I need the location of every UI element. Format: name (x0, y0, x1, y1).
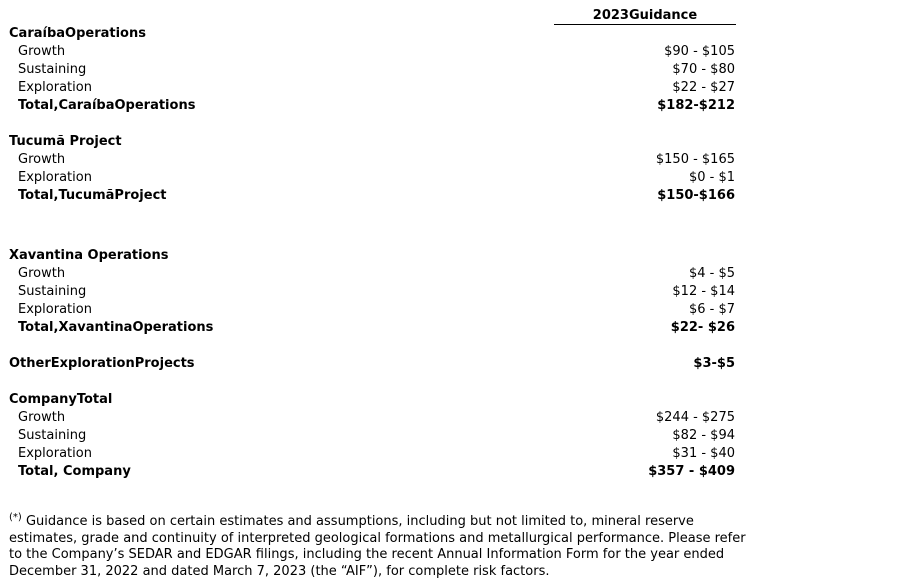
section-title-row (0, 355, 740, 373)
row-label: Exploration (18, 80, 92, 95)
total-label: Total,TucumãProject (18, 188, 167, 203)
section-title-row (0, 25, 740, 43)
table-row (0, 265, 740, 283)
row-value: $22 - $27 (672, 80, 735, 95)
row-label: Growth (18, 44, 66, 59)
total-label: Total,CaraíbaOperations (18, 98, 196, 113)
row-label: Growth (18, 410, 66, 425)
row-label: Exploration (18, 446, 92, 461)
table-row (0, 409, 740, 427)
section-title-row (0, 133, 740, 151)
table-row (0, 169, 740, 187)
table-row (0, 61, 740, 79)
table-row (0, 151, 740, 169)
row-value: $70 - $80 (672, 62, 735, 77)
row-label: Sustaining (18, 284, 87, 299)
section-title: OtherExplorationProjects (9, 356, 195, 371)
footnote (9, 510, 749, 580)
table-row (0, 463, 740, 481)
table-row (0, 319, 740, 337)
table-row (0, 43, 740, 61)
total-value: $150-$166 (657, 188, 735, 203)
row-value: $31 - $40 (672, 446, 735, 461)
footnote-marker: (*) (9, 512, 22, 523)
total-label: Total, Company (18, 464, 131, 479)
row-label: Growth (18, 266, 66, 281)
table-row (0, 301, 740, 319)
section-title: Xavantina Operations (9, 248, 169, 263)
row-value: $12 - $14 (672, 284, 735, 299)
row-value: $90 - $105 (664, 44, 735, 59)
row-label: Growth (18, 152, 66, 167)
table-row (0, 187, 740, 205)
column-header-2023-guidance: 2023Guidance (554, 7, 736, 25)
row-value: $4 - $5 (688, 266, 735, 281)
table-row (0, 445, 740, 463)
total-label: Total,XavantinaOperations (18, 320, 214, 335)
table-row (0, 283, 740, 301)
table-row (0, 97, 740, 115)
table-row (0, 427, 740, 445)
row-value: $0 - $1 (688, 170, 735, 185)
row-value: $82 - $94 (672, 428, 735, 443)
row-label: Exploration (18, 170, 92, 185)
row-value: $150 - $165 (655, 152, 735, 167)
section-title: CaraíbaOperations (9, 26, 146, 41)
total-value: $22- $26 (670, 320, 735, 335)
row-label: Exploration (18, 302, 92, 317)
row-value: $6 - $7 (688, 302, 735, 317)
table-row (0, 79, 740, 97)
total-value: $357 - $409 (648, 464, 735, 479)
row-value: $244 - $275 (655, 410, 735, 425)
section-title: Tucumã Project (9, 134, 122, 149)
section-value: $3-$5 (693, 356, 735, 371)
section-title-row (0, 391, 740, 409)
row-label: Sustaining (18, 428, 87, 443)
footnote-text: Guidance is based on certain estimates and assumptions, including but not limited to, mineral reserve estimates, grade and continuity of interpreted geological formations and metallurgical performance. Please refer to the Company’s SEDAR and EDGAR filings, including the recent Annual Information Form for the year ended December 31, 2022 and dated March 7, 2023 (the “AIF”), for complete risk factors. (9, 514, 746, 579)
section-title: CompanyTotal (9, 392, 113, 407)
row-label: Sustaining (18, 62, 87, 77)
total-value: $182-$212 (657, 98, 735, 113)
section-title-row (0, 247, 740, 265)
